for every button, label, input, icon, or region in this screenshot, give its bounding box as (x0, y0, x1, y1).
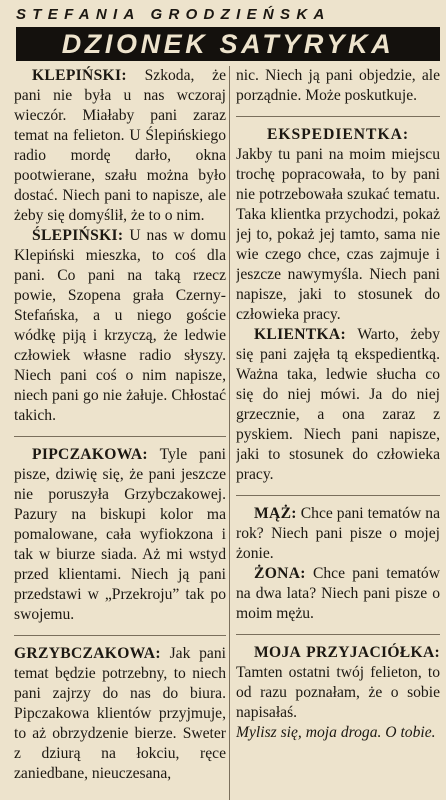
section-divider (236, 116, 440, 117)
speech-text: Chce pani tematów na rok? Niech pani pisze o mojej żonie. (236, 505, 440, 562)
section-divider (14, 436, 226, 437)
section-przyjaciolka (236, 643, 440, 743)
speech-text: Szkoda, że pani nie była u nas wczoraj wieczór. Miałaby pani zaraz temat na felieton. U Ślepińskiego radio mordę darło, okna pootwierane, szału można było dostać. Niech pani to napisze, ale żeby się domyślił, że to o nim. (14, 67, 226, 224)
speaker-label: ŻONA: (254, 565, 306, 582)
section-zona (236, 564, 440, 624)
closing-line: Mylisz się, moja droga. O tobie. (236, 724, 436, 741)
article-title: DZIONEK SATYRYKA (16, 27, 440, 61)
speaker-label: GRZYBCZAKOWA: (14, 645, 161, 662)
section-divider (236, 495, 440, 496)
speech-text: nic. Niech ją pani objedzie, ale porządnie. Może poskutkuje. (236, 67, 440, 104)
speaker-label: MOJA PRZYJACIÓŁKA: (254, 644, 440, 661)
speaker-label: KLEPIŃSKI: (32, 67, 127, 84)
speech-text: Warto, żeby się pani zajęła tą ekspedientką. Ważna taka, ledwie słucha co się do niej mówi. Ja do niej grzecznie, a ona zaraz z pyskiem. Niech pani napisze, jaki to stosunek do człowieka pracy. (236, 326, 440, 483)
section-slepinski (14, 226, 226, 426)
left-column (14, 66, 226, 800)
section-maz (236, 504, 440, 564)
speaker-label: EKSPEDIENTKA: (266, 126, 410, 143)
speaker-label: MĄŻ: (254, 505, 297, 522)
speech-text: Jak pani temat będzie potrzebny, to niech pani zajrzy do nas do biura. Pipczakowa klientów przyjmuje, to aż obrzydzenie bierze. Sweter z dziurą na łokciu, ręce zaniedbane, nieuczesana, (14, 645, 226, 782)
section-divider (14, 635, 226, 636)
section-ekspedientka (236, 125, 440, 325)
column-rule (229, 66, 230, 800)
section-klepinski (14, 66, 226, 226)
section-grzybczakowa-cont (236, 66, 440, 106)
section-grzybczakowa (14, 644, 226, 784)
speech-text: U nas w domu Klepiński mieszka, to coś dla pani. Co pani na taką rzecz powie, Szopena grała Czerny-Stefańska, a u niego goście wódkę piją i krzyczą, że ledwie człowiek własne radio słyszy. Niech pani coś o nim napisze, niech pani go nie żałuje. Chłostać takich. (14, 227, 226, 424)
section-divider (236, 634, 440, 635)
speaker-label: PIPCZAKOWA: (32, 446, 148, 463)
speaker-label: KLIENTKA: (254, 326, 346, 343)
section-pipczakowa (14, 445, 226, 625)
speaker-label: ŚLEPIŃSKI: (32, 227, 124, 244)
speech-text: Jakby tu pani na moim miejscu trochę popracowała, to by pani nie potrzebowała szukać tematu. Taka klientka przychodzi, pokaż jej to, pokaż jej tamto, sama nie wie czego chce, czas zajmuje i jeszcze nawymyśla. Niech pani napisze, jaki to stosunek do człowieka pracy. (236, 146, 440, 323)
right-column (236, 66, 440, 800)
speech-text: Chce pani tematów na dwa lata? Niech pani pisze o moim mężu. (236, 565, 440, 622)
section-klientka (236, 325, 440, 485)
author-name: STEFANIA GRODZIEŃSKA (16, 6, 331, 23)
speech-text: Tyle pani pisze, dziwię się, że pani jeszcze nie poruszyła Grzybczakowej. Pazury na biskupi kolor ma pomalowane, cała wyfiokzona i tak w biurze siada. Aż mi wstyd przed klientami. Niech ją pani przedstawi w „Przekroju” tak po swojemu. (14, 446, 226, 623)
speech-text: Tamten ostatni twój felieton, to od razu poznałam, że o sobie napisałaś. (236, 664, 440, 721)
